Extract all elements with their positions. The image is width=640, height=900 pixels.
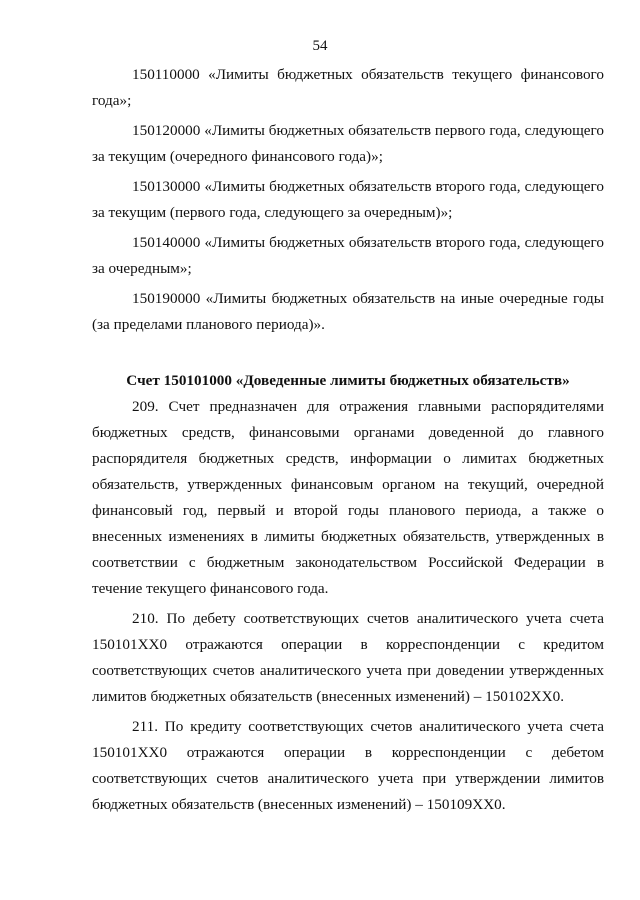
section-heading: Счет 150101000 «Доведенные лимиты бюджетных обязательств» [126, 372, 570, 389]
paragraph-limit-second-year-after-next: 150140000 «Лимиты бюджетных обязательств второго года, следующего за очередным»; [92, 234, 604, 277]
paragraph-209: 209. Счет предназначен для отражения главными распорядителями бюджетных средств, финансовыми органами доведенной до главного распорядителя бюджетных средств, информации о лимитах бюджетных обязательств, утвержденных финансовым органом на текущий, очередной финансовый год, первый и второй годы планового периода, а также о внесенных изменениях в лимиты бюджетных обязательств, утвержденных в соответствии с бюджетным законодательством Российской Федерации в течение текущего финансового года. [92, 398, 604, 597]
paragraph-limit-second-year: 150130000 «Лимиты бюджетных обязательств второго года, следующего за текущим (первого года, следующего за очередным)»; [92, 178, 604, 221]
paragraph-limit-other-years: 150190000 «Лимиты бюджетных обязательств на иные очередные годы (за пределами планового периода)». [92, 290, 604, 333]
page-number: 54 [312, 38, 328, 54]
paragraph-211: 211. По кредиту соответствующих счетов аналитического учета счета 150101ХХ0 отражаются операции в корреспонденции с дебетом соответствующих счетов аналитического учета при утверждении лимитов бюджетных обязательств (внесенных изменений) – 150109ХХ0. [92, 718, 604, 813]
paragraph-limit-current-year: 150110000 «Лимиты бюджетных обязательств текущего финансового года»; [92, 66, 604, 109]
document-body [92, 62, 604, 818]
paragraph-210: 210. По дебету соответствующих счетов аналитического учета счета 150101ХХ0 отражаются операции в корреспонденции с кредитом соответствующих счетов аналитического учета при доведении утвержденных лимитов бюджетных обязательств (внесенных изменений) – 150102ХХ0. [92, 610, 604, 705]
paragraph-limit-first-year: 150120000 «Лимиты бюджетных обязательств первого года, следующего за текущим (очередного финансового года)»; [92, 122, 604, 165]
